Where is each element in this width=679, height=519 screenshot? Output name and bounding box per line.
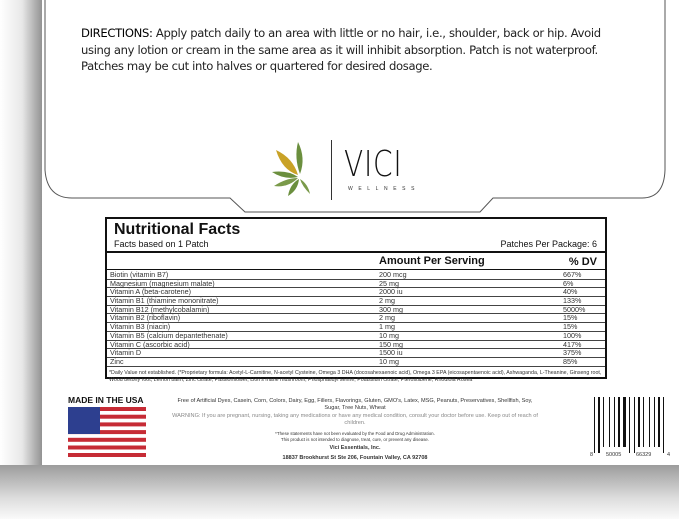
barcode-bar (643, 397, 644, 447)
dv-header: % DV (568, 256, 597, 268)
nutrient-name: Biotin (vitamin B7) (110, 270, 169, 279)
company-address: 18837 Brookhurst St Ste 206, Fountain Valley, CA 92708 (282, 455, 428, 461)
nutrient-amount: 300 mg (379, 304, 403, 314)
company-name: Vici Essentials, Inc. (329, 445, 381, 451)
nutrient-amount: 2 mg (379, 296, 395, 306)
nutrient-dv: 133% (563, 296, 582, 306)
barcode (590, 397, 672, 457)
nutrient-dv: 375% (563, 348, 582, 358)
nutrient-dv: 417% (563, 339, 582, 349)
shadow-left (0, 0, 44, 465)
nutrition-title: Nutritional Facts (114, 221, 241, 238)
barcode-bar (658, 397, 660, 447)
nutrient-name: Vitamin B5 (calcium depantethenate) (110, 330, 228, 340)
us-flag-icon (68, 407, 146, 457)
nutrient-row (107, 358, 605, 367)
barcode-bar (629, 397, 630, 453)
barcode-bar (609, 397, 610, 447)
nutrient-dv: 15% (563, 322, 578, 332)
nutrient-row (107, 341, 605, 350)
nutrient-amount: 10 mg (379, 356, 399, 366)
barcode-bar (634, 397, 635, 453)
nutrient-row (107, 314, 605, 323)
barcode-bar (598, 397, 600, 453)
nutrient-dv: 15% (563, 313, 578, 323)
nutrient-amount: 2000 iu (379, 287, 403, 297)
nutrient-dv: 667% (563, 270, 582, 279)
nutrient-name: Vitamin B12 (methylcobalamin) (110, 304, 210, 314)
barcode-check-digit: 4 (667, 452, 671, 458)
warning-text: WARNING: If you are pregnant, nursing, taking any medications or have any medical condition, consult your doctor before use. Keep out of reach of children. (172, 413, 538, 426)
allergen-free-text: Free of Artificial Dyes, Casein, Corn, Colors, Dairy, Egg, Fillers, Flavorings, Gluten, GMO's, Latex, MSG, Peanuts, Preservatives, Shellfish, Soy, Sugar, Tree Nuts, Wheat (177, 398, 533, 411)
nutrient-amount: 1500 iu (379, 348, 403, 358)
nutrient-dv: 100% (563, 330, 582, 340)
barcode-bar (663, 397, 664, 453)
nutrient-amount: 10 mg (379, 330, 399, 340)
amount-header: Amount Per Serving (379, 255, 485, 267)
nutrient-row (107, 349, 605, 358)
fda-statement: *These statements have not been evaluated by the Food and Drug Administration. (275, 431, 435, 436)
barcode-bar (603, 397, 604, 447)
nutrient-name: Magnesium (magnesium malate) (110, 278, 215, 288)
nutrient-dv: 85% (563, 356, 578, 366)
barcode-bar (638, 397, 640, 447)
barcode-bar (614, 397, 615, 447)
leaf-icon (268, 140, 328, 200)
barcode-bar (618, 397, 620, 447)
nutrition-facts-panel (105, 217, 607, 383)
barcode-digit: 8 (590, 452, 594, 458)
shadow-bottom (0, 465, 679, 519)
barcode-digits-right: 66329 (636, 452, 652, 458)
nutrient-amount: 200 mcg (379, 270, 407, 279)
brand-name: VICI (344, 144, 403, 185)
nutrient-amount: 25 mg (379, 278, 399, 288)
made-in-usa: MADE IN THE USA (68, 395, 144, 405)
nutrient-name: Zinc (110, 356, 124, 366)
nutrient-name: Vitamin A (beta-carotene) (110, 287, 191, 297)
barcode-bar (654, 397, 655, 447)
nutrient-row (107, 306, 605, 315)
patches-per-package: Patches Per Package: 6 (500, 239, 597, 249)
nutrition-footnote: *Daily Value not established. (*Proprietary formula: Acetyl-L-Carnitine, N-acetyl Cysteine, Omega 3 DHA (docosahexaenoic acid), Omega 3 EPA (eicosapentaenoic acid), Ashwaganda, L-Theanine, Ginseng root, Wood betony root, Lemon balm, Zinc citrate, Passionflower, Lion's mane mushroom, Phosphatidyl serine, Potassium citrate, Pterostilbene, Rhodiola Rosea (109, 370, 602, 383)
nutrient-dv: 5000% (563, 304, 586, 314)
barcode-bar (623, 397, 626, 447)
nutrient-name: Vitamin C (ascorbic acid) (110, 339, 190, 349)
serving-basis: Facts based on 1 Patch (114, 239, 209, 249)
label-text-block (170, 398, 540, 462)
nutrient-name: Vitamin D (110, 348, 142, 358)
barcode-bars (590, 397, 672, 453)
nutrient-amount: 150 mg (379, 339, 403, 349)
nutrient-name: Vitamin B1 (thiamine mononitrate) (110, 296, 219, 306)
barcode-bar (649, 397, 650, 447)
nutrient-dv: 6% (563, 278, 574, 288)
nutrient-dv: 40% (563, 287, 578, 297)
nutrition-rows (107, 271, 605, 367)
brand-tagline: WELLNESS (348, 186, 421, 192)
nutrition-header (107, 251, 605, 270)
vici-logo (268, 140, 438, 200)
fda-disclaimer: This product is not intended to diagnose, treat, cure, or prevent any disease. (280, 437, 430, 442)
directions-text: DIRECTIONS: Apply patch daily to an area with little or no hair, i.e., shoulder, back or hip. Avoid using any lotion or cream in the same area as it will inhibit absorption. Patch is not waterproof. Patches may be cut into halves or quartered for desired dosage. (81, 26, 601, 73)
nutrient-name: Vitamin B3 (niacin) (110, 322, 171, 332)
barcode-bar (594, 397, 595, 453)
nutrient-amount: 1 mg (379, 322, 395, 332)
nutrient-name: Vitamin B2 (riboflavin) (110, 313, 181, 323)
nutrient-amount: 2 mg (379, 313, 395, 323)
barcode-digits-left: 50005 (606, 452, 622, 458)
logo-divider (331, 140, 332, 200)
